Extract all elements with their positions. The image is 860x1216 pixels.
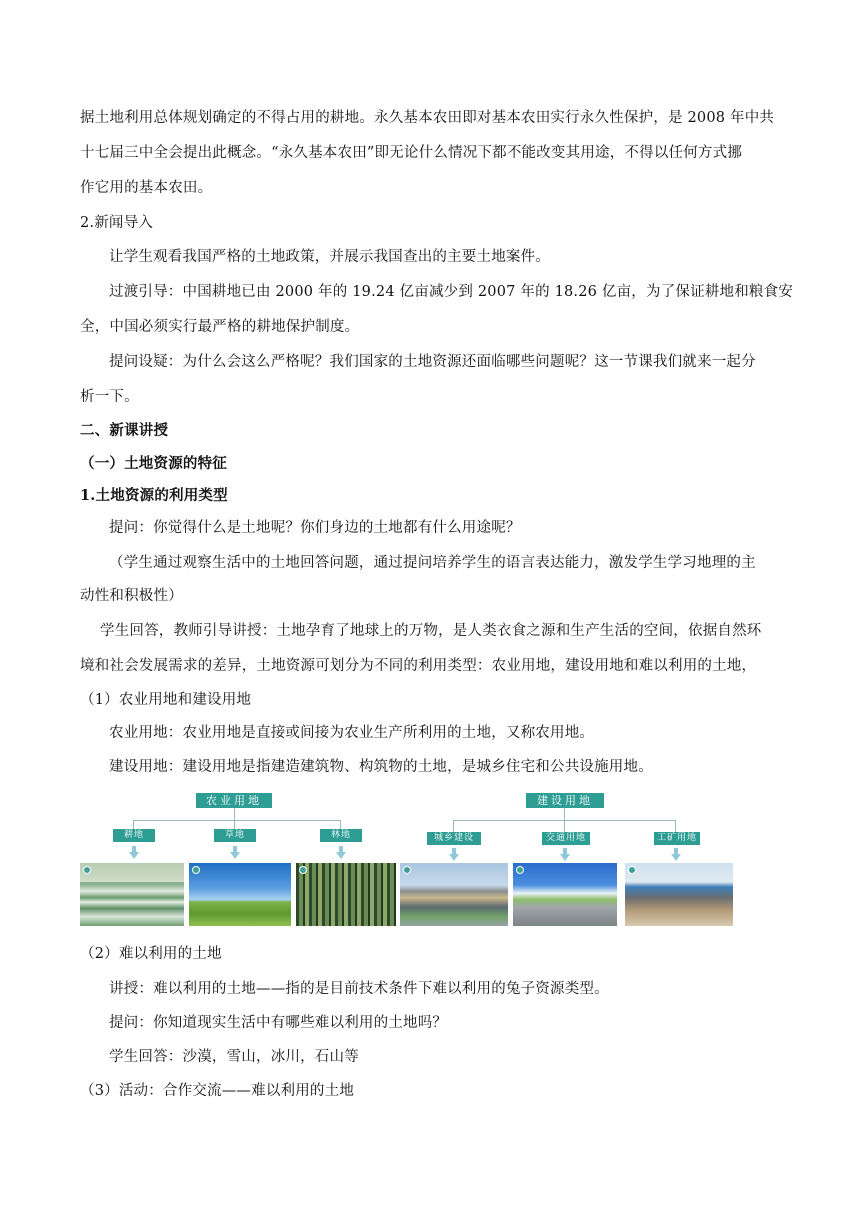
sub-label-industrial: 工矿用地 xyxy=(654,832,700,845)
urban-photo xyxy=(400,863,508,926)
forest-photo xyxy=(296,863,396,926)
paragraph-line: 全，中国必须实行最严格的耕地保护制度。 xyxy=(80,319,360,335)
connector xyxy=(234,820,235,829)
connector xyxy=(234,808,235,820)
connector xyxy=(453,820,454,832)
paragraph-line: 过渡引导：中国耕地已由 2000 年的 19.24 亿亩减少到 2007 年的 18.26 亿亩，为了保证耕地和粮食安 xyxy=(109,284,793,300)
subsection-heading: （一）土地资源的特征 xyxy=(80,455,227,472)
paragraph-line: 提问：你知道现实生活中有哪些难以利用的土地吗？ xyxy=(109,1015,448,1031)
arrow-icon xyxy=(230,852,240,859)
paragraph-line: 境和社会发展需求的差异，土地资源可划分为不同的利用类型：农业用地，建设用地和难以利用的土地， xyxy=(80,658,757,674)
photo-badge-icon xyxy=(192,866,200,874)
connector xyxy=(340,820,341,829)
paragraph-line: 提问：你觉得什么是土地呢？你们身边的土地都有什么用途呢？ xyxy=(109,520,521,536)
paragraph-line: 动性和积极性） xyxy=(80,588,183,604)
section-heading: 二、新课讲授 xyxy=(80,422,169,439)
transport-photo xyxy=(513,863,617,926)
subsection-heading: （2）难以利用的土地 xyxy=(80,946,222,962)
connector xyxy=(564,820,565,832)
paragraph-line: 让学生观看我国严格的土地政策，并展示我国查出的主要土地案件。 xyxy=(109,249,550,265)
photo-badge-icon xyxy=(516,866,524,874)
sub-label-transport: 交通用地 xyxy=(542,832,590,845)
sub-label-farmland: 耕地 xyxy=(113,829,155,842)
photo-badge-icon xyxy=(628,866,636,874)
paragraph-line: 学生回答，教师引导讲授：土地孕育了地球上的万物，是人类衣食之源和生产生活的空间，依据自然环 xyxy=(100,623,762,639)
industrial-photo xyxy=(625,863,733,926)
paragraph-line: 十七届三中全会提出此概念。“永久基本农田”即无论什么情况下都不能改变其用途，不得以任何方式挪 xyxy=(80,145,743,161)
land-use-diagram xyxy=(80,788,736,930)
sub-label-grassland: 草地 xyxy=(214,829,256,842)
paragraph-line: （1）农业用地和建设用地 xyxy=(80,692,252,708)
paragraph-line: 提问设疑：为什么会这么严格呢？我们国家的土地资源还面临哪些问题呢？这一节课我们就来一起分 xyxy=(109,354,756,370)
section-heading: 2.新闻导入 xyxy=(80,215,154,231)
paragraph-line: （学生通过观察生活中的土地回答问题，通过提问培养学生的语言表达能力，激发学生学习地理的主 xyxy=(109,555,756,571)
arrow-icon xyxy=(560,854,570,861)
arrow-icon xyxy=(336,852,346,859)
subsection-heading: （3）活动：合作交流——难以利用的土地 xyxy=(80,1083,355,1099)
photo-badge-icon xyxy=(403,866,411,874)
photo-badge-icon xyxy=(83,866,91,874)
arrow-icon xyxy=(671,854,681,861)
arrow-icon xyxy=(129,852,139,859)
paragraph-line: 农业用地：农业用地是直接或间接为农业生产所利用的土地，又称农用地。 xyxy=(109,725,595,741)
build-land-header: 建设用地 xyxy=(526,793,604,808)
sub-label-forest: 林地 xyxy=(320,829,362,842)
connector xyxy=(133,820,340,821)
paragraph-line: 讲授：难以利用的土地——指的是目前技术条件下难以利用的兔子资源类型。 xyxy=(109,981,609,997)
subsection-heading: 1.土地资源的利用类型 xyxy=(80,487,228,504)
connector xyxy=(564,808,565,820)
paragraph-line: 建设用地：建设用地是指建造建筑物、构筑物的土地，是城乡住宅和公共设施用地。 xyxy=(109,759,653,775)
arrow-icon xyxy=(449,854,459,861)
photo-badge-icon xyxy=(299,866,307,874)
paragraph-line: 析一下。 xyxy=(80,389,139,405)
connector xyxy=(675,820,676,832)
connector xyxy=(133,820,134,829)
sub-label-urban-rural: 城乡建设 xyxy=(427,832,481,845)
grassland-photo xyxy=(189,863,291,926)
farmland-photo xyxy=(80,863,184,926)
paragraph-line: 据土地利用总体规划确定的不得占用的耕地。永久基本农田即对基本农田实行永久性保护，是 2008 年中共 xyxy=(80,110,775,126)
paragraph-line: 作它用的基本农田。 xyxy=(80,180,213,196)
paragraph-line: 学生回答：沙漠，雪山，冰川，石山等 xyxy=(109,1049,359,1065)
agri-land-header: 农业用地 xyxy=(196,793,272,808)
